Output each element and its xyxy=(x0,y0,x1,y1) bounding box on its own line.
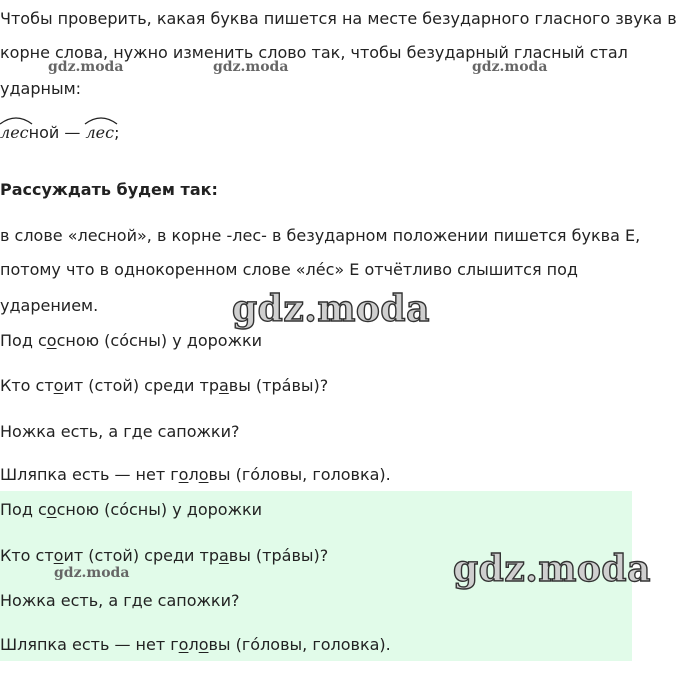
example-end: ; xyxy=(114,123,120,142)
poem-line-1 xyxy=(0,330,262,352)
root-arc-icon xyxy=(83,115,119,125)
poem-underlined-vowel: о xyxy=(46,331,57,350)
poem-underlined-vowel: о xyxy=(53,376,64,395)
example-suffix-1: ной xyxy=(28,123,60,142)
watermark-logo-large: gdz.moda xyxy=(232,288,430,330)
poem-line-4 xyxy=(0,464,391,486)
answer-line-3 xyxy=(0,590,239,612)
reasoning-heading: Рассуждать будем так: xyxy=(0,180,218,199)
answer-line-4 xyxy=(0,634,391,656)
poem-line-2 xyxy=(0,375,328,397)
poem-text: Шляпка есть — нет г xyxy=(0,465,179,484)
example-root-1: лес xyxy=(0,123,29,142)
watermark-logo-large: gdz.moda xyxy=(453,548,651,590)
poem-text: Шляпка есть — нет г xyxy=(0,635,179,654)
poem-underlined-vowel: а xyxy=(218,546,229,565)
root-mark-1 xyxy=(0,122,29,144)
poem-text: вы (гóловы, головка). xyxy=(208,635,391,654)
poem-text: Под с xyxy=(0,500,47,519)
poem-text: Под с xyxy=(0,331,47,350)
poem-underlined-vowel: о xyxy=(198,635,209,654)
intro-line-3: ударным: xyxy=(0,79,82,98)
example-dash: — xyxy=(64,123,81,142)
poem-text: сною (сóсны) у дорожки xyxy=(56,331,263,350)
poem-text: Кто ст xyxy=(0,376,54,395)
watermark-logo: gdz.moda xyxy=(213,59,289,75)
poem-text: л xyxy=(188,465,199,484)
root-mark-2 xyxy=(85,122,114,144)
poem-text: ит (стой) среди тр xyxy=(63,376,219,395)
watermark-logo: gdz.moda xyxy=(472,59,548,75)
watermark-logo: gdz.moda xyxy=(48,59,124,75)
poem-underlined-vowel: а xyxy=(218,376,229,395)
poem-underlined-vowel: о xyxy=(198,465,209,484)
poem-text: Ножка есть, а где сапожки? xyxy=(0,591,240,610)
poem-text: вы (трáвы)? xyxy=(228,376,329,395)
poem-underlined-vowel: о xyxy=(53,546,64,565)
example-root-2: лес xyxy=(85,123,115,142)
poem-text: вы (гóловы, головка). xyxy=(208,465,391,484)
watermark-logo: gdz.moda xyxy=(54,565,130,581)
poem-underlined-vowel: о xyxy=(178,465,189,484)
poem-text: ит (стой) среди тр xyxy=(63,546,219,565)
poem-text: Ножка есть, а где сапожки? xyxy=(0,422,240,441)
poem-underlined-vowel: о xyxy=(46,500,57,519)
poem-underlined-vowel: о xyxy=(178,635,189,654)
root-arc-icon xyxy=(0,115,34,125)
poem-text: вы (трáвы)? xyxy=(228,546,329,565)
intro-line-2: корне слова, нужно изменить слово так, чтобы безударный гласный стал xyxy=(0,43,628,62)
reasoning-line-3: ударением. xyxy=(0,296,99,315)
intro-line-1: Чтобы проверить, какая буква пишется на месте безударного гласного звука в xyxy=(0,9,677,28)
reasoning-line-1: в слове «лесной», в корне -лес- в безударном положении пишется буква Е, xyxy=(0,226,641,245)
answer-line-1 xyxy=(0,499,262,521)
reasoning-line-2: потому что в однокоренном слове «лéс» Е отчётливо слышится под xyxy=(0,260,578,279)
poem-text: сною (сóсны) у дорожки xyxy=(56,500,263,519)
example-line xyxy=(0,122,119,144)
poem-text: Кто ст xyxy=(0,546,54,565)
answer-line-2 xyxy=(0,545,328,567)
poem-line-3 xyxy=(0,421,239,443)
poem-text: л xyxy=(188,635,199,654)
